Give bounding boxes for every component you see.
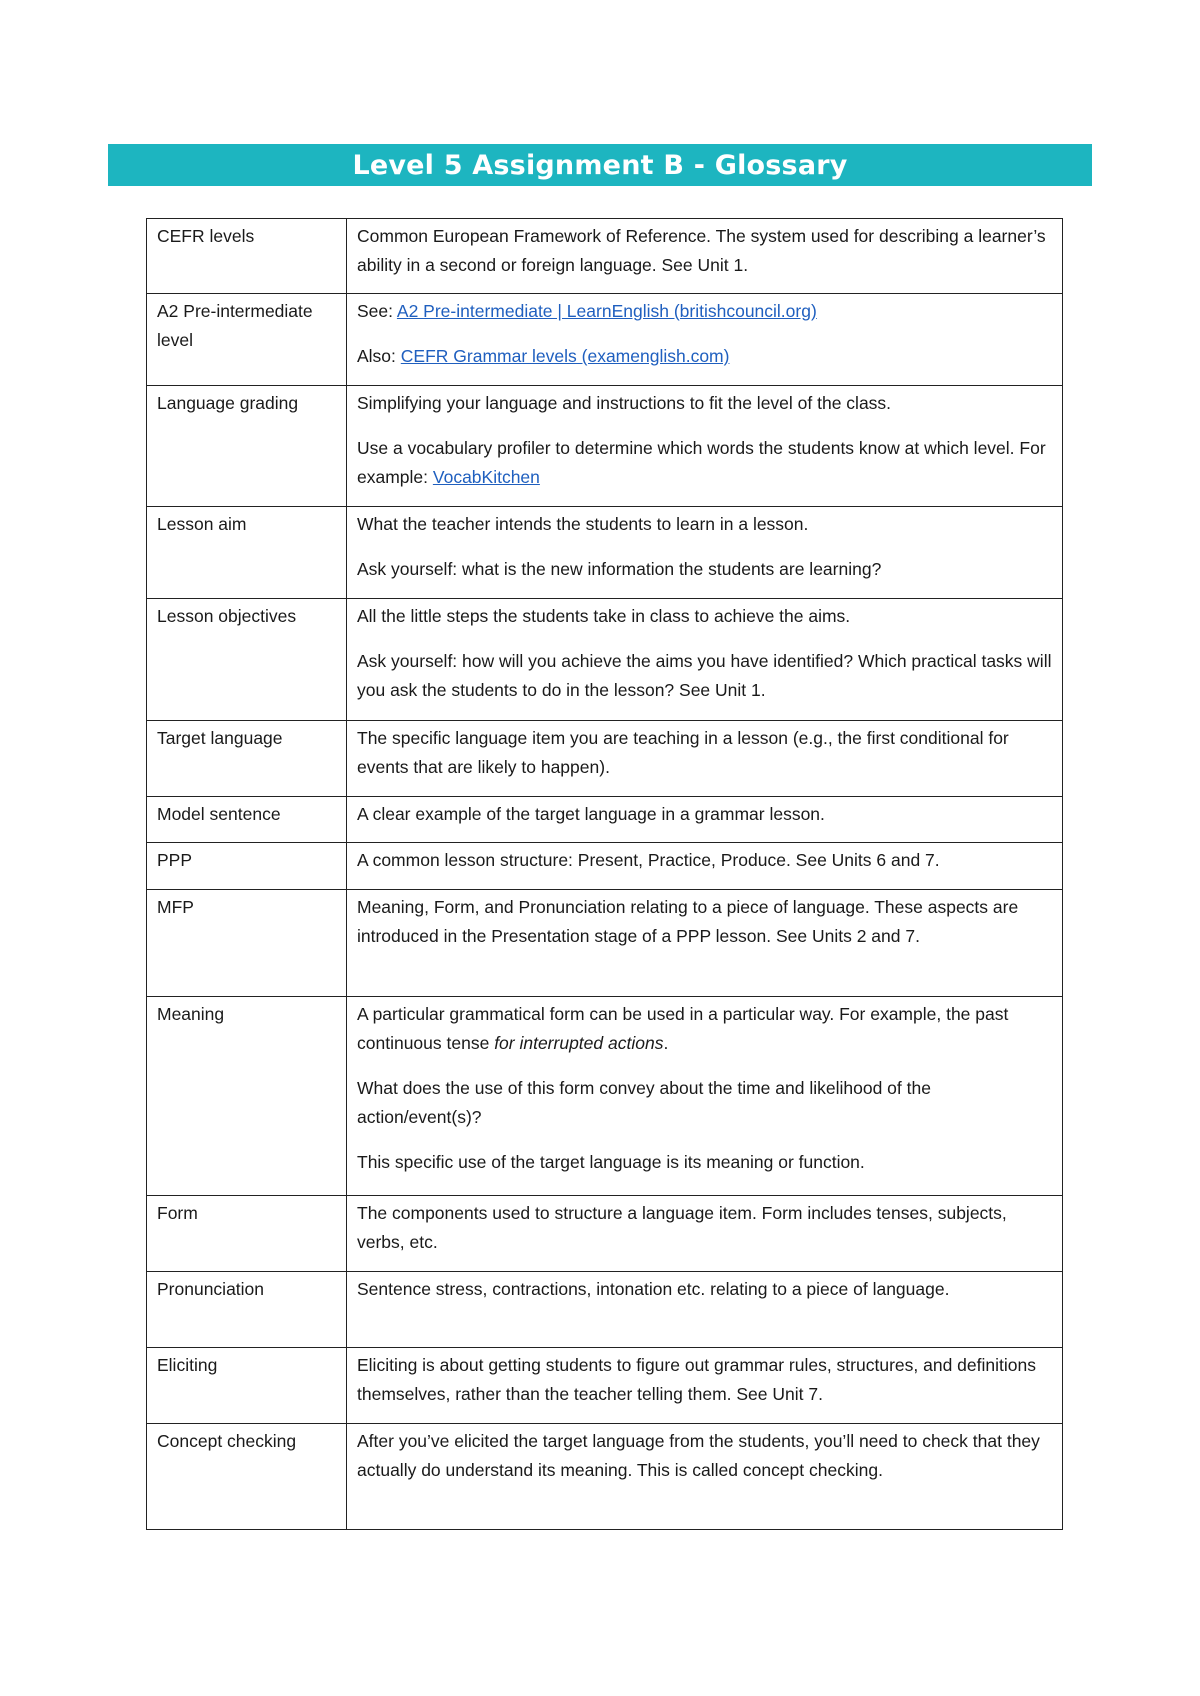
definition-text: What does the use of this form convey about the time and likelihood of the action/event(s)? (357, 1078, 931, 1127)
table-row (147, 1348, 1063, 1424)
definition-text: Ask yourself: what is the new information the students are learning? (357, 559, 882, 579)
table-row (147, 797, 1063, 843)
definition-text: Simplifying your language and instructions to fit the level of the class. (357, 393, 892, 413)
definition-text (357, 1000, 1052, 1058)
link-cefr-grammar-levels[interactable]: CEFR Grammar levels (examenglish.com) (400, 346, 730, 366)
glossary-definition (347, 1196, 1063, 1272)
table-row (147, 1196, 1063, 1272)
glossary-definition (347, 721, 1063, 797)
definition-suffix: . (663, 1033, 669, 1053)
glossary-definition (347, 294, 1063, 386)
glossary-definition (347, 1272, 1063, 1348)
glossary-term: Language grading (147, 386, 347, 507)
definition-text (357, 434, 1052, 492)
glossary-term: Pronunciation (147, 1272, 347, 1348)
definition-text: A clear example of the target language in a grammar lesson. (357, 804, 825, 824)
definition-text: After you’ve elicited the target language from the students, you’ll need to check that they actually do understand its meaning. This is called concept checking. (357, 1431, 1040, 1480)
glossary-term: Eliciting (147, 1348, 347, 1424)
glossary-term: Model sentence (147, 797, 347, 843)
glossary-term: Lesson aim (147, 507, 347, 599)
definition-text (357, 297, 1052, 326)
glossary-term: Form (147, 1196, 347, 1272)
definition-text: This specific use of the target language is its meaning or function. (357, 1152, 865, 1172)
glossary-definition (347, 890, 1063, 997)
glossary-term: Target language (147, 721, 347, 797)
definition-text: The components used to structure a language item. Form includes tenses, subjects, verbs, etc. (357, 1203, 1007, 1252)
page-title: Level 5 Assignment B - Glossary (352, 149, 848, 181)
definition-text: What the teacher intends the students to learn in a lesson. (357, 514, 809, 534)
link-learnenglish-a2[interactable]: A2 Pre-intermediate | LearnEnglish (britishcouncil.org) (396, 301, 817, 321)
definition-prefix: See: (357, 301, 397, 321)
glossary-definition (347, 1348, 1063, 1424)
glossary-term: A2 Pre-intermediate level (147, 294, 347, 386)
table-row (147, 1272, 1063, 1348)
glossary-term: Lesson objectives (147, 599, 347, 721)
table-row (147, 1424, 1063, 1530)
glossary-term: Meaning (147, 997, 347, 1196)
table-row (147, 843, 1063, 890)
definition-text: The specific language item you are teaching in a lesson (e.g., the first conditional for events that are likely to happen). (357, 728, 1009, 777)
table-row (147, 721, 1063, 797)
table-row (147, 997, 1063, 1196)
definition-text: Common European Framework of Reference. The system used for describing a learner’s ability in a second or foreign language. See Unit 1. (357, 226, 1046, 275)
link-vocabkitchen[interactable]: VocabKitchen (432, 467, 540, 487)
glossary-definition (347, 843, 1063, 890)
glossary-table (146, 218, 1063, 1530)
glossary-definition (347, 797, 1063, 843)
definition-prefix: Use a vocabulary profiler to determine which words the students know at which level. For example: (357, 438, 1046, 487)
definition-text: All the little steps the students take in class to achieve the aims. (357, 606, 851, 626)
table-row (147, 294, 1063, 386)
table-row (147, 386, 1063, 507)
glossary-definition (347, 1424, 1063, 1530)
definition-text: Meaning, Form, and Pronunciation relating to a piece of language. These aspects are introduced in the Presentation stage of a PPP lesson. See Units 2 and 7. (357, 897, 1019, 946)
definition-prefix: Also: (357, 346, 401, 366)
definition-prefix: A particular grammatical form can be used in a particular way. For example, the past continuous tense (357, 1004, 1009, 1053)
table-row (147, 599, 1063, 721)
glossary-definition (347, 997, 1063, 1196)
definition-text: Eliciting is about getting students to figure out grammar rules, structures, and definitions themselves, rather than the teacher telling them. See Unit 7. (357, 1355, 1036, 1404)
glossary-definition (347, 507, 1063, 599)
definition-emphasis: for interrupted actions (494, 1033, 664, 1053)
title-bar (108, 144, 1092, 186)
glossary-definition (347, 386, 1063, 507)
glossary-term: CEFR levels (147, 219, 347, 294)
definition-text: Ask yourself: how will you achieve the aims you have identified? Which practical tasks will you ask the students to do in the lesson? See Unit 1. (357, 651, 1052, 700)
table-row (147, 890, 1063, 997)
table-row (147, 507, 1063, 599)
glossary-definition (347, 599, 1063, 721)
definition-text: A common lesson structure: Present, Practice, Produce. See Units 6 and 7. (357, 850, 940, 870)
glossary-term: Concept checking (147, 1424, 347, 1530)
table-row (147, 219, 1063, 294)
glossary-definition (347, 219, 1063, 294)
definition-text: Sentence stress, contractions, intonation etc. relating to a piece of language. (357, 1279, 950, 1299)
definition-text (357, 342, 1052, 371)
glossary-term: PPP (147, 843, 347, 890)
glossary-term: MFP (147, 890, 347, 997)
